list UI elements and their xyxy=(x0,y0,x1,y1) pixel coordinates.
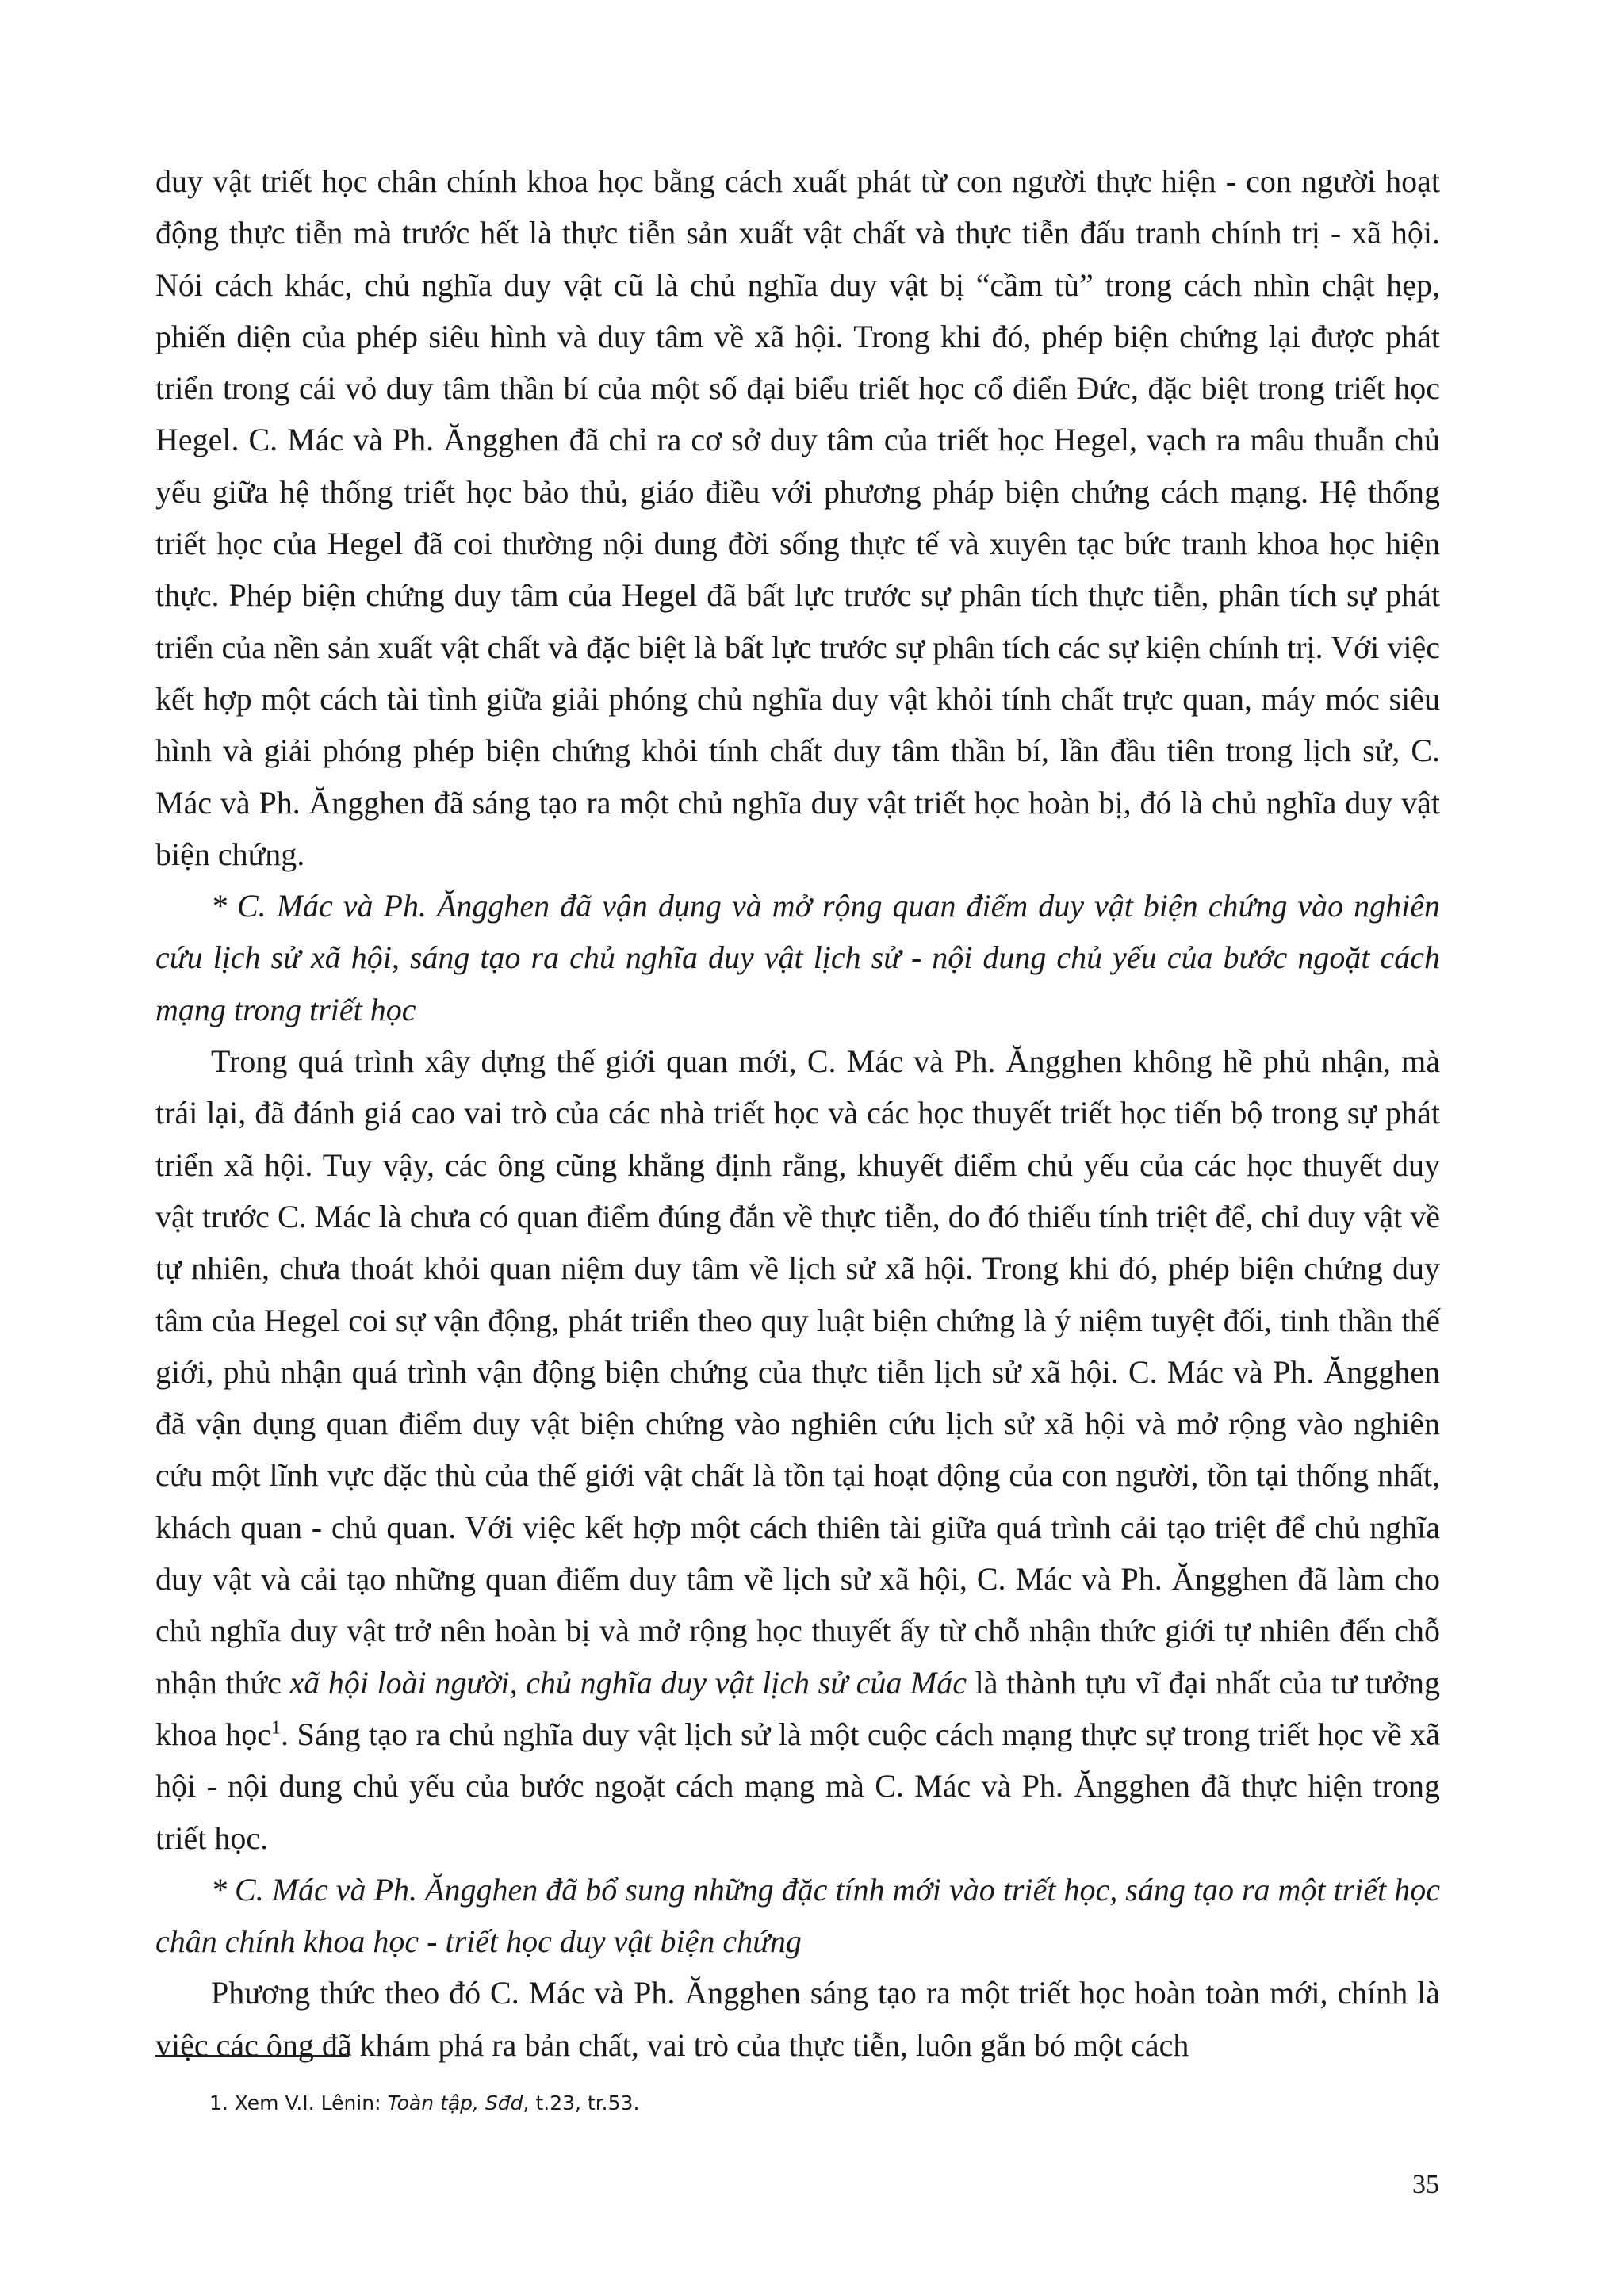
paragraph-2-italic: xã hội loài người, chủ nghĩa duy vật lịch sử của Mác xyxy=(289,1664,967,1701)
paragraph-1: duy vật triết học chân chính khoa học bằng cách xuất phát từ con người thực hiện - con người hoạt động thực tiễn mà trước hết là thực tiễn sản xuất vật chất và thực tiễn đấu tranh chính trị - xã hội. Nói cách khác, chủ nghĩa duy vật cũ là chủ nghĩa duy vật bị “cầm tù” trong cách nhìn chật hẹp, phiến diện của phép siêu hình và duy tâm về xã hội. Trong khi đó, phép biện chứng lại được phát triển trong cái vỏ duy tâm thần bí của một số đại biểu triết học cổ điển Đức, đặc biệt trong triết học Hegel. C. Mác và Ph. Ăngghen đã chỉ ra cơ sở duy tâm của triết học Hegel, vạch ra mâu thuẫn chủ yếu giữa hệ thống triết học bảo thủ, giáo điều với phương pháp biện chứng cách mạng. Hệ thống triết học của Hegel đã coi thường nội dung đời sống thực tế và xuyên tạc bức tranh khoa học hiện thực. Phép biện chứng duy tâm của Hegel đã bất lực trước sự phân tích thực tiễn, phân tích sự phát triển của nền sản xuất vật chất và đặc biệt là bất lực trước sự phân tích các sự kiện chính trị. Với việc kết hợp một cách tài tình giữa giải phóng chủ nghĩa duy vật khỏi tính chất trực quan, máy móc siêu hình và giải phóng phép biện chứng khỏi tính chất duy tâm thần bí, lần đầu tiên trong lịch sử, C. Mác và Ph. Ăngghen đã sáng tạo ra một chủ nghĩa duy vật triết học hoàn bị, đó là chủ nghĩa duy vật biện chứng. xyxy=(155,163,1440,872)
paragraph-2-text-c: . Sáng tạo ra chủ nghĩa duy vật lịch sử là một cuộc cách mạng thực sự trong triết học về xã hội - nội dung chủ yếu của bước ngoặt cách mạng mà C. Mác và Ph. Ăngghen đã thực hiện trong triết học. xyxy=(155,1716,1440,1856)
paragraph-2-text-a: Trong quá trình xây dựng thế giới quan mới, C. Mác và Ph. Ăngghen không hề phủ nhận, mà trái lại, đã đánh giá cao vai trò của các nhà triết học và các học thuyết triết học tiến bộ trong sự phát triển xã hội. Tuy vậy, các ông cũng khẳng định rằng, khuyết điểm chủ yếu của các học thuyết duy vật trước C. Mác là chưa có quan điểm đúng đắn về thực tiễn, do đó thiếu tính triệt để, chỉ duy vật về tự nhiên, chưa thoát khỏi quan niệm duy tâm về lịch sử xã hội. Trong khi đó, phép biện chứng duy tâm của Hegel coi sự vận động, phát triển theo quy luật biện chứng là ý niệm tuyệt đối, tinh thần thế giới, phủ nhận quá trình vận động biện chứng của thực tiễn lịch sử xã hội. C. Mác và Ph. Ăngghen đã vận dụng quan điểm duy vật biện chứng vào nghiên cứu lịch sử xã hội và mở rộng vào nghiên cứu một lĩnh vực đặc thù của thế giới vật chất là tồn tại hoạt động của con người, tồn tại thống nhất, khách quan - chủ quan. Với việc kết hợp một cách thiên tài giữa quá trình cải tạo triệt để chủ nghĩa duy vật và cải tạo những quan điểm duy tâm về lịch sử xã hội, C. Mác và Ph. Ăngghen đã làm cho chủ nghĩa duy vật trở nên hoàn bị và mở rộng học thuyết ấy từ chỗ nhận thức giới tự nhiên đến chỗ nhận thức xyxy=(155,1043,1440,1701)
footnote-prefix: 1. Xem V.I. Lênin: xyxy=(209,2091,388,2114)
footnote-italic: Toàn tập, Sđd xyxy=(387,2091,523,2114)
footnote-reference[interactable]: 1 xyxy=(271,1717,282,1739)
section-heading-2: * C. Mác và Ph. Ăngghen đã bổ sung những đặc tính mới vào triết học, sáng tạo ra một triết học chân chính khoa học - triết học duy vật biện chứng xyxy=(155,1871,1440,1960)
paragraph-3: Phương thức theo đó C. Mác và Ph. Ăngghen sáng tạo ra một triết học hoàn toàn mới, chính là việc các ông đã khám phá ra bản chất, vai trò của thực tiễn, luôn gắn bó một cách xyxy=(155,1975,1440,2063)
page-body xyxy=(155,155,1440,2071)
section-heading-1: * C. Mác và Ph. Ăngghen đã vận dụng và mở rộng quan điểm duy vật biện chứng vào nghiên cứu lịch sử xã hội, sáng tạo ra chủ nghĩa duy vật lịch sử - nội dung chủ yếu của bước ngoặt cách mạng trong triết học xyxy=(155,888,1440,1027)
footnote xyxy=(209,2089,639,2118)
paragraph-2-text-b: là thành tựu vĩ đại nhất của tư tưởng khoa học xyxy=(155,1664,1440,1752)
footnote-divider xyxy=(155,2055,349,2057)
page-number: 35 xyxy=(1412,2170,1439,2199)
paragraph-2 xyxy=(155,1035,1440,1864)
footnote-suffix: , t.23, tr.53. xyxy=(523,2091,640,2114)
